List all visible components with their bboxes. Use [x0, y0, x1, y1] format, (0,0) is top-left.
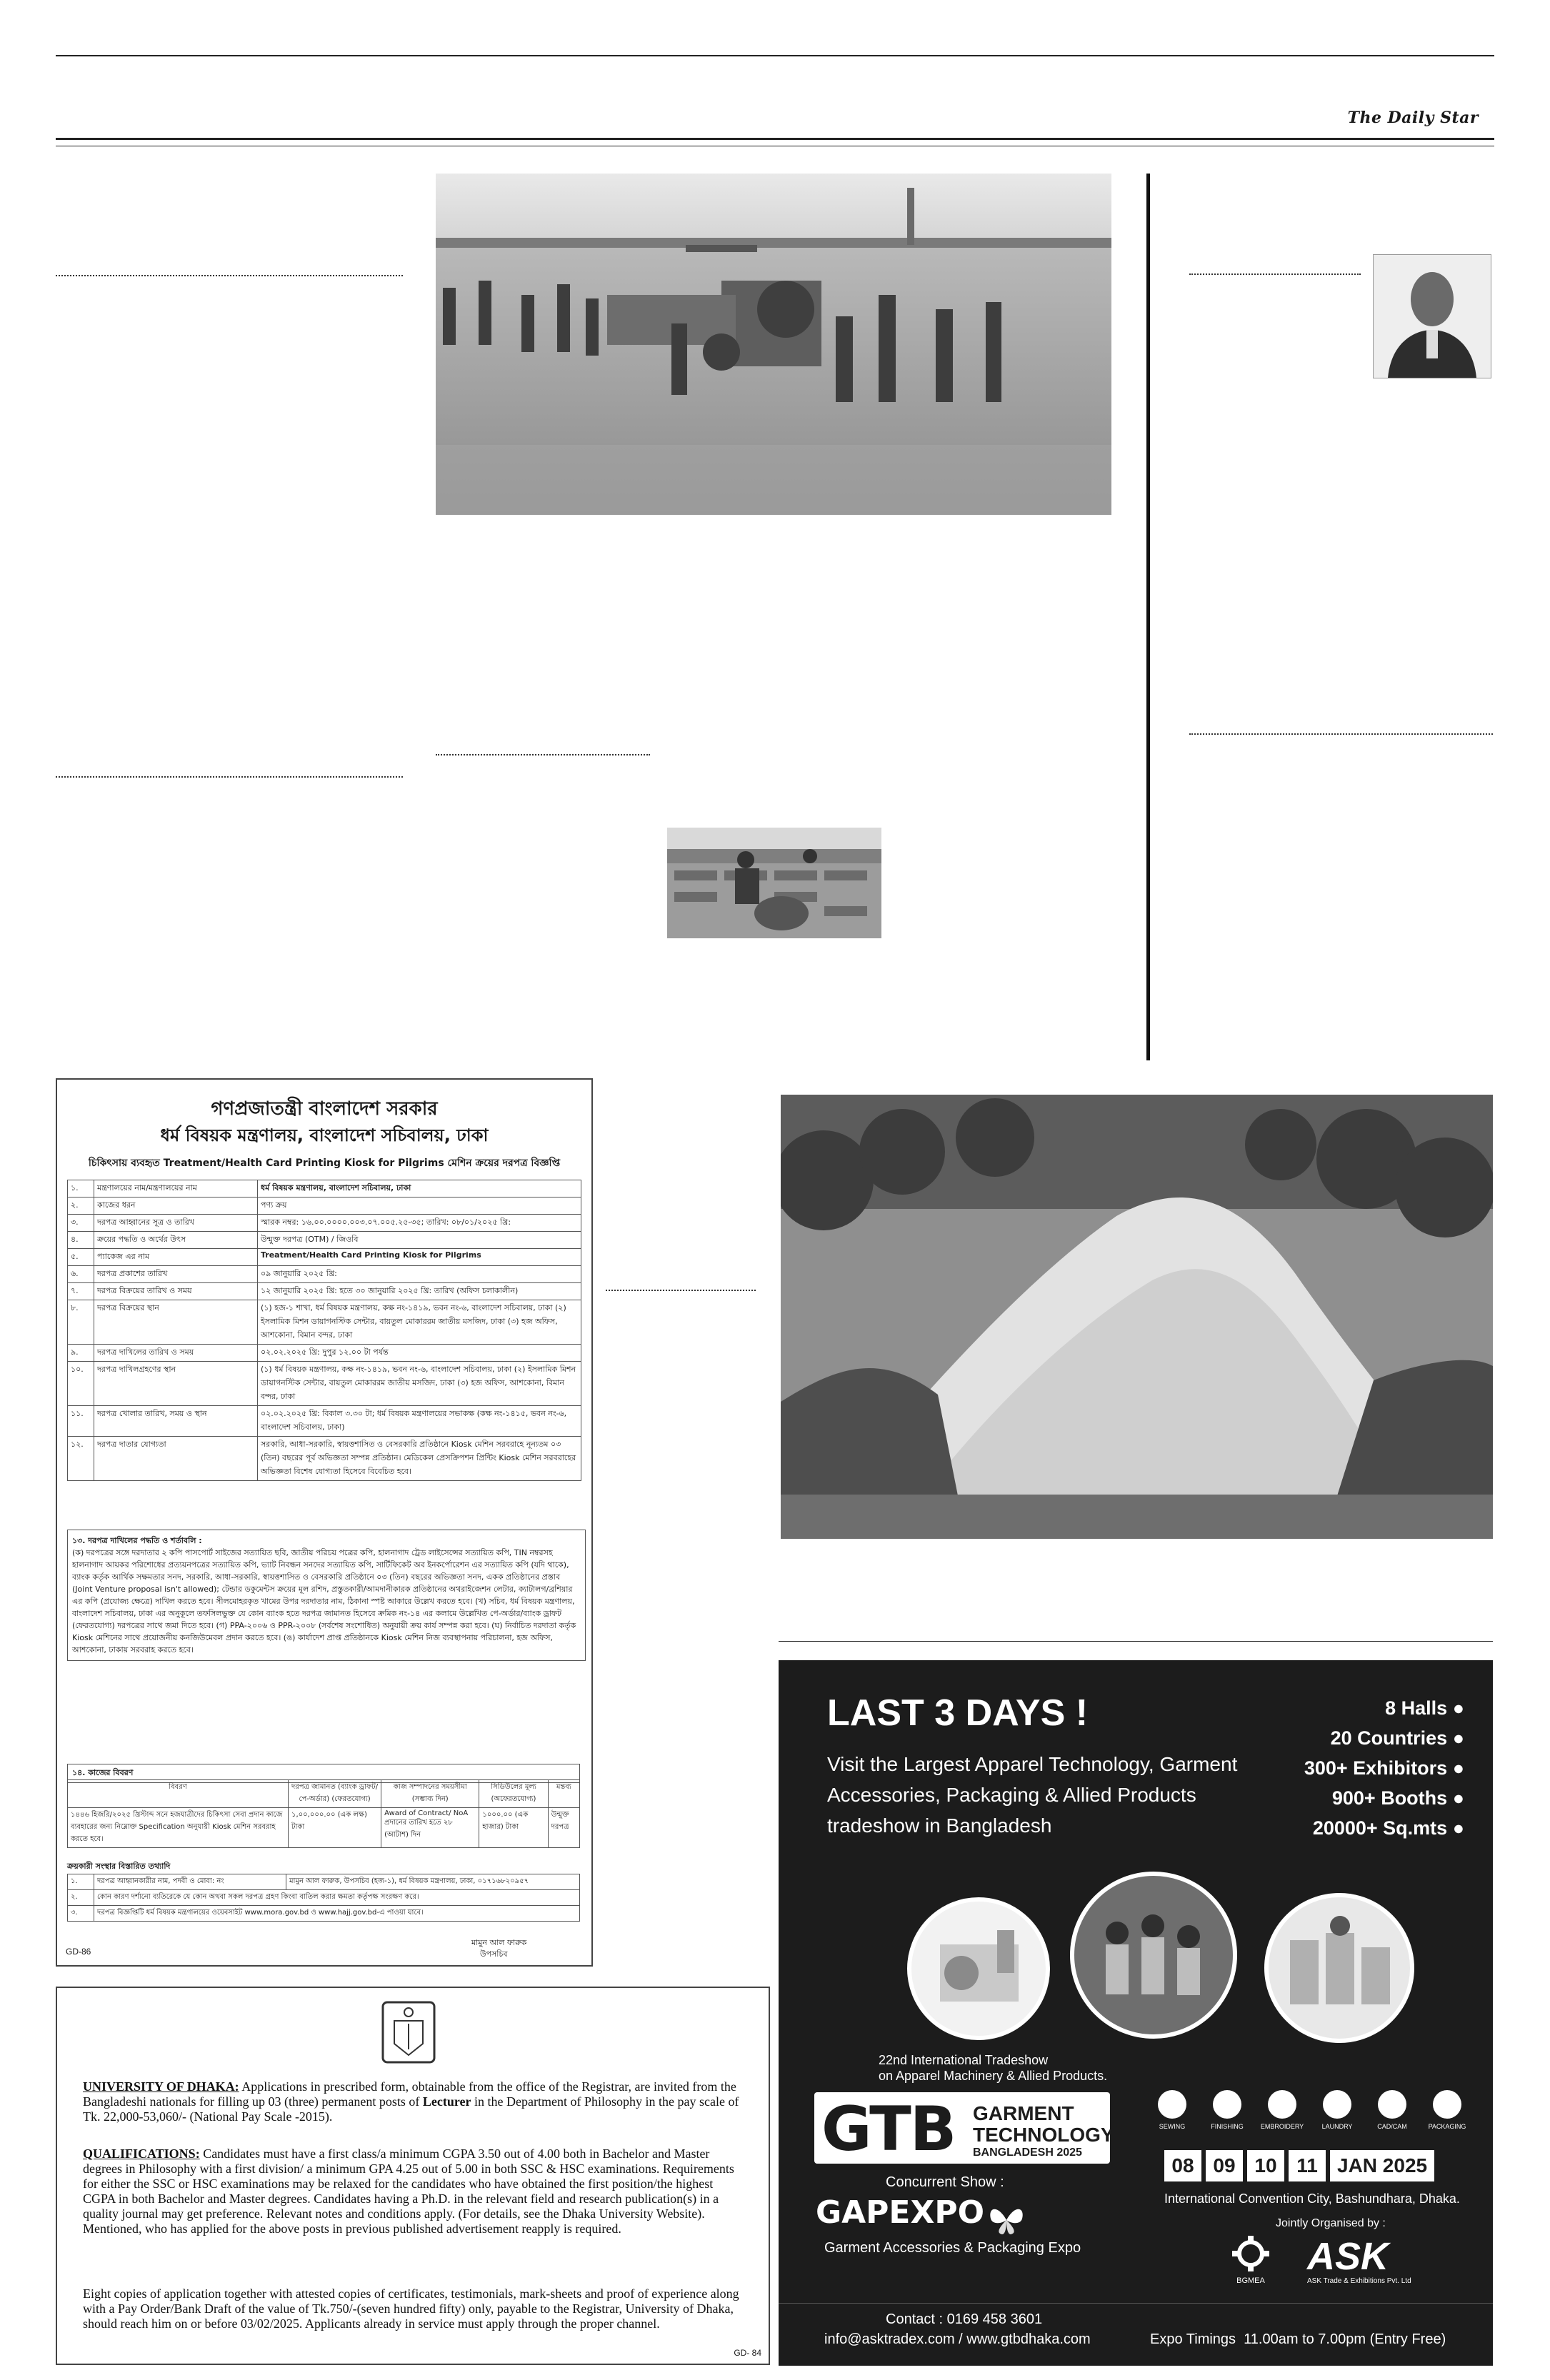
work-col-value: ১০০০.০০ (এক হাজার) টাকা: [479, 1808, 548, 1848]
row-label: মন্ত্রণালয়ের নাম/মন্ত্রণালয়ের নাম: [94, 1180, 258, 1197]
agency-info-heading: ক্রয়কারী সংস্থার বিস্তারিত তথ্যাদি: [67, 1862, 171, 1871]
row-number: ১০.: [68, 1362, 94, 1406]
left-separator-2: [56, 776, 403, 778]
venue: International Convention City, Bashundhara, Dhaka.: [1164, 2191, 1460, 2206]
ad-stats: [1304, 1693, 1464, 1843]
row-number: ৮.: [68, 1300, 94, 1345]
row-label: দরপত্র আহ্বানের সূত্র ও তারিখ: [94, 1215, 258, 1232]
du-paragraph-2: QUALIFICATIONS: Candidates must have a first class/a minimum CGPA 3.50 out of 4.00 both in Bachelor and Master degrees in Philosophy with a first division/ a minimum GPA 4.25 out of 5.00 in both SSC & HSC examinations. Requirements for either the SSC or HSC examinations may be relaxed for the candidates who have obtained the first position/the highest CGPA in both Bachelor and Master degrees. Candidates having a Ph.D. in the relevant field and research publication(s) in a quality journal may get preference. Relevant notes and conditions apply. (For details, see the Dhaka University Website). Mentioned, who has applied for the above posts in previous published advertisement reapply is required.: [83, 2146, 734, 2236]
notice-heading-1: গণপ্রজাতন্ত্রী বাংলাদেশ সরকার: [211, 1098, 438, 1120]
row-number: ৪.: [68, 1232, 94, 1249]
ad-headline: LAST 3 DAYS !: [827, 1692, 1089, 1734]
tender-row: [68, 1406, 581, 1437]
left-separator-1: [56, 275, 403, 276]
ask-text: ASK: [1307, 2235, 1389, 2278]
category-item: [1312, 2090, 1362, 2130]
tender-row: [68, 1437, 581, 1481]
work-col-value: ১৪৪৬ হিজরি/২০২৫ খ্রিস্টাব্দ সনে হজযাত্রীদের চিকিৎসা সেবা প্রদান কাজে ব্যবহারের জন্য নিম্নোক্ত Specification অনুযায়ী Kiosk মেশিন সরবরাহ করতে হবে।: [68, 1808, 289, 1848]
photo-field-workers: [436, 174, 1111, 515]
tradeshow-line-1: 22nd International Tradeshow: [879, 2053, 1049, 2067]
ad-circle-photo-3: [1264, 1893, 1414, 2043]
organised-by: Jointly Organised by :: [1276, 2217, 1386, 2229]
row-label: দরপত্র দাখিলের তারিখ ও সময়: [94, 1345, 258, 1362]
date-month-year: JAN 2025: [1330, 2150, 1434, 2181]
du-notice: [56, 1987, 770, 2365]
category-label: EMBROIDERY: [1260, 2123, 1304, 2130]
notice-heading-3: চিকিৎসায় ব্যবহৃত Treatment/Health Card Printing Kiosk for Pilgrims মেশিন ক্রয়ের দরপত্র বিজ্ঞপ্তি: [88, 1158, 561, 1169]
date-box: 11: [1289, 2150, 1326, 2181]
row-number: ৭.: [68, 1283, 94, 1300]
event-dates: [1164, 2150, 1434, 2181]
row-number: ৬.: [68, 1266, 94, 1283]
ad-circle-photo-2: [1070, 1872, 1237, 2039]
gtb-logo-line-3: BANGLADESH 2025: [973, 2146, 1082, 2159]
row-value: ধর্ম বিষয়ক মন্ত্রণালয়, বাংলাদেশ সচিবালয়, ঢাকা: [258, 1180, 581, 1197]
masthead-logo: The Daily Star: [1347, 109, 1479, 127]
ad-contact: Contact : 0169 458 3601: [886, 2311, 1043, 2327]
row-number: ৫.: [68, 1249, 94, 1266]
row-label: ক্রয়ের পদ্ধতি ও অর্থের উৎস: [94, 1232, 258, 1249]
row-value: ০৯ জানুয়ারি ২০২৫ খ্রি:: [258, 1266, 581, 1283]
ad-circle-photo-1: [907, 1897, 1050, 2040]
row-number: ২.: [68, 1197, 94, 1215]
tender-row: [68, 1249, 581, 1266]
row-label: প্যাকেজ এর নাম: [94, 1249, 258, 1266]
tradeshow-line-2: on Apparel Machinery & Allied Products.: [879, 2069, 1108, 2083]
ad-top-rule: [779, 1641, 1493, 1642]
ask-logo: [1307, 2236, 1450, 2293]
row-label: দরপত্র প্রকাশের তারিখ: [94, 1266, 258, 1283]
category-label: FINISHING: [1211, 2123, 1244, 2130]
tender-row: [68, 1197, 581, 1215]
work-col-header: কাজ সম্পাদনের সময়সীমা (সম্ভাব্য দিন): [381, 1780, 479, 1808]
work-col-value: উন্মুক্ত দরপত্র: [548, 1808, 579, 1848]
category-item: [1367, 2090, 1417, 2130]
bullet-icon: ●: [1447, 1787, 1464, 1809]
tender-row: [68, 1180, 581, 1197]
ad-stat: 20 Countries ●: [1330, 1727, 1464, 1749]
date-box: 09: [1206, 2150, 1243, 2181]
category-label: LAUNDRY: [1321, 2123, 1353, 2130]
category-item: [1202, 2090, 1252, 2130]
concurrent-label: Concurrent Show :: [886, 2174, 1004, 2190]
ad-stat: 900+ Booths ●: [1331, 1787, 1464, 1809]
ad-web: info@asktradex.com / www.gtbdhaka.com: [824, 2331, 1091, 2347]
gear-icon: [1229, 2234, 1272, 2273]
date-box: 10: [1247, 2150, 1284, 2181]
row-value: Treatment/Health Card Printing Kiosk for Pilgrims: [258, 1249, 581, 1266]
work-col-value: Award of Contract/ NoA প্রদানের তারিখ হতে ২৮ (আটাশ) দিন: [381, 1808, 479, 1848]
row-number: ৩.: [68, 1906, 94, 1922]
row-value: সরকারি, আধা-সরকারি, স্বায়ত্তশাসিত ও বেসরকারি প্রতিষ্ঠানে Kiosk মেশিন সরবরাহে নূন্যতম ০৩ (তিন) বছরের পূর্ব অভিজ্ঞতা সম্পন্ন প্রতিষ্ঠান। মেডিকেল প্রেসক্রিপশন প্রিন্টিং Kiosk মেশিন সরবরাহের অভিজ্ঞতা বিশেষ যোগ্যতা হিসেবে বিবেচিত হবে।: [258, 1437, 581, 1481]
category-icons: [1147, 2090, 1476, 2140]
mid-separator: [606, 1290, 756, 1291]
gtb-logo: [814, 2092, 1114, 2165]
row-number: ১.: [68, 1180, 94, 1197]
work-col-value: ১,০০,০০০.০০ (এক লক্ষ) টাকা: [289, 1808, 381, 1848]
tender-row: [68, 1345, 581, 1362]
tender-row: [68, 1232, 581, 1249]
conditions-block: [67, 1530, 586, 1661]
category-label: SEWING: [1159, 2123, 1186, 2130]
work-description-heading: ১৪. কাজের বিবরণ: [67, 1764, 580, 1783]
row-value: উন্মুক্ত দরপত্র (OTM) / জিওবি: [258, 1232, 581, 1249]
row-number: ৩.: [68, 1215, 94, 1232]
top-rule: [56, 55, 1494, 56]
agency-row: [68, 1906, 580, 1922]
row-label: কাজের ধরন: [94, 1197, 258, 1215]
du-lead-1: UNIVERSITY OF DHAKA:: [83, 2079, 239, 2094]
row-label: দরপত্র খোলার তারিখ, সময় ও স্থান: [94, 1406, 258, 1437]
category-label: CAD/CAM: [1377, 2123, 1407, 2130]
work-description-table: [67, 1779, 580, 1848]
gtb-logo-line-1: GARMENT: [973, 2102, 1074, 2124]
row-value: স্মারক নম্বর: ১৬.০০.০০০০.০০৩.০৭.০০৫.২৫-৩৫; তারিখ: ০৮/০১/২০২৫ খ্রি:: [258, 1215, 581, 1232]
bullet-icon: ●: [1447, 1817, 1464, 1839]
row-number: ১২.: [68, 1437, 94, 1481]
gtb-logo-letters: GTB: [821, 2094, 956, 2165]
du-gd-code: GD- 84: [734, 2348, 761, 2358]
du-post-lecturer: Lecturer: [422, 2094, 471, 2109]
tender-row: [68, 1300, 581, 1345]
ad-stat: 20000+ Sq.mts ●: [1312, 1817, 1464, 1839]
right-separator-2: [1189, 733, 1493, 735]
tender-row: [68, 1362, 581, 1406]
ad-intro: Visit the Largest Apparel Technology, Garment Accessories, Packaging & Allied Products tradeshow in Bangladesh: [827, 1753, 1238, 1837]
bullet-icon: ●: [1447, 1727, 1464, 1749]
row-label: দরপত্র দাখিলগ্রহণের স্থান: [94, 1362, 258, 1406]
bgmea-text: BGMEA: [1236, 2276, 1265, 2285]
signatory-title: উপসচিব: [480, 1949, 508, 1959]
category-icon: [1268, 2090, 1296, 2119]
du-paragraph-1: UNIVERSITY OF DHAKA: Applications in prescribed form, obtainable from the office of the Registrar, are invited from the Bangladeshi nationals for filling up 03 (three) permanent posts of Lecturer in the Department of Philosophy in the pay scale of Tk. 22,000-53,060/- (National Pay Scale -2015).: [83, 2079, 739, 2124]
gapexpo-subtitle: Garment Accessories & Packaging Expo: [824, 2240, 1081, 2256]
category-icon: [1323, 2090, 1351, 2119]
gd-code: GD-86: [66, 1947, 91, 1957]
center-separator: [436, 754, 650, 755]
gov-tender-notice: [56, 1078, 593, 1967]
tender-row: [68, 1215, 581, 1232]
date-box: 08: [1164, 2150, 1201, 2181]
agency-info-table: [67, 1874, 580, 1922]
photo-brick-workers: [667, 828, 881, 938]
row-label: দরপত্র বিক্রয়ের স্থান: [94, 1300, 258, 1345]
row-number: ১.: [68, 1874, 94, 1890]
du-paragraph-3: Eight copies of application together with attested copies of certificates, testimonials, mark-sheets and proof of experience along with a Pay Order/Bank Draft of the value of Tk.750/-(seven hundred fifty) only, payable to the Registrar, University of Dhaka, should reach him on or before 03/02/2025. Applicants already in service must apply through the proper channel.: [83, 2286, 739, 2331]
bgmea-logo: [1219, 2234, 1283, 2291]
row-value: ০২.০২.২০২৫ খ্রি: দুপুর ১২.০০ টা পর্যন্ত: [258, 1345, 581, 1362]
conditions-text: (ক) দরপত্রের সঙ্গে দরদাতার ২ কপি পাসপোর্ট সাইজের সত্যায়িত ছবি, জাতীয় পরিচয় পত্রের কপি, হালনাগাদ ট্রেড লাইসেন্সের সত্যায়িত কপি, TIN নম্বরসহ হালনাগাদ আয়কর পরিশোধের প্রত্যয়নপত্রের সত্যায়িত কপি, ভ্যাট নিবন্ধন সনদের সত্যায়িত কপি, সার্টিফিকেট অব ইনকর্পোরেশন এর সত্যায়িত কপি (যদি থাকে), ব্যাংক কর্তৃক আর্থিক সক্ষমতার সনদ, সরকারি, আধা-সরকারি, স্বায়ত্তশাসিত ও বেসরকারি প্রতিষ্ঠানে ০৩ (তিন) বছরের অভিজ্ঞতা সনদ, একক প্রতিষ্ঠানের প্রস্তাব (Joint Venture proposal isn't allowed); টেন্ডার ডকুমেন্টস ক্রয়ের মূল রশিদ, প্রস্তুতকারী/আমদানীকারক প্রতিষ্ঠানের অথরাইজেশন লেটার, ক্যাটালগ/ব্রশিয়ার এর কপি (প্রযোজ্য ক্ষেত্রে) দাখিল করতে হবে। সীলমোহরকৃত খামের উপর দরদাতার নাম, ঠিকানা স্পষ্ট আকারে উল্লেখ করতে হবে। (খ) সচিব, ধর্ম বিষয়ক মন্ত্রণালয়, বাংলাদেশ সচিবালয়, ঢাকা এর অনুকূলে তফসিলভুক্ত যে কোন ব্যাংক হতে দরপত্র জামানত হিসেবে ক্রমিক নং-১৪ এর কলামে উল্লেখিত পে-অর্ডার/ব্যাংক ড্রাফট (ফেরতযোগ্য) দরপত্রের সাথে জমা দিতে হবে। (গ) PPA-২০০৬ ও PPR-২০০৮ (সর্বশেষ সংশোধিত) অনুযায়ী ক্রয় কার্য সম্পন্ন করা হবে। (ঘ) নির্বাচিত দরদাতা কর্তৃক Kiosk মেশিনের সাথে প্রয়োজনীয় কনজিউমেবল প্রদান করতে হবে। (ঙ) কার্যাদেশ প্রাপ্ত প্রতিষ্ঠানকে Kiosk মেশিন নিজ ব্যবস্থাপনায় পরিচালনা, হজ অফিস, আশকোনা, ঢাকায় সরবরাহ করতে হবে।: [72, 1548, 576, 1655]
work-col-header: বিবরণ: [68, 1780, 289, 1808]
category-icon: [1378, 2090, 1406, 2119]
row-number: ৯.: [68, 1345, 94, 1362]
row-value: ০২.০২.২০২৫ খ্রি: বিকাল ৩.৩০ টা; ধর্ম বিষয়ক মন্ত্রণালয়ের সভাকক্ষ (কক্ষ নং-১৪১৫, ভবন নং-৬, বাংলাদেশ সচিবালয়, ঢাকা): [258, 1406, 581, 1437]
bullet-icon: ●: [1447, 1757, 1464, 1779]
agency-row: [68, 1874, 580, 1890]
bullet-icon: ●: [1447, 1697, 1464, 1719]
row-number: ১১.: [68, 1406, 94, 1437]
column-divider-bar: [1146, 174, 1150, 1060]
row-number: ২.: [68, 1890, 94, 1906]
category-icon: [1158, 2090, 1186, 2119]
row-value: (১) হজ-১ শাখা, ধর্ম বিষয়ক মন্ত্রণালয়, কক্ষ নং-১৪১৯, ভবন নং-৬, বাংলাদেশ সচিবালয়, ঢাকা (২) ইসলামিক মিশন ডায়াগনস্টিক সেন্টার, বায়তুল মোকাররম জাতীয় মসজিদ, ঢাকা (৩) হজ অফিস, আশকোনা, বিমান বন্দর, ঢাকা: [258, 1300, 581, 1345]
row-text: কোন কারণ দর্শানো ব্যতিরেকে যে কোন অথবা সকল দরপত্র গ্রহণ কিংবা বাতিল করার ক্ষমতা কর্তৃপক্ষ সংরক্ষণ করে।: [94, 1890, 580, 1906]
ad-footer-rule: [779, 2303, 1493, 2304]
category-item: [1422, 2090, 1472, 2130]
work-col-header: দরপত্র জামানত (ব্যাংক ড্রাফট/ পে-অর্ডার) (ফেরতযোগ্য): [289, 1780, 381, 1808]
ask-subtitle: ASK Trade & Exhibitions Pvt. Ltd: [1307, 2277, 1411, 2285]
row-text: দরপত্র আহ্বানকারীর নাম, পদবী ও মোবা: নং: [94, 1874, 286, 1890]
category-label: PACKAGING: [1428, 2123, 1466, 2130]
tender-row: [68, 1266, 581, 1283]
right-separator-1: [1189, 273, 1361, 275]
category-icon: [1433, 2090, 1461, 2119]
agency-row: [68, 1890, 580, 1906]
notice-heading-2: ধর্ম বিষয়ক মন্ত্রণালয়, বাংলাদেশ সচিবালয়, ঢাকা: [160, 1125, 489, 1145]
signatory-name: মামুন আল ফারুক: [471, 1938, 527, 1947]
photo-hill-cutting: [781, 1095, 1493, 1539]
ad-stat: 300+ Exhibitors ●: [1304, 1757, 1464, 1779]
category-icon: [1213, 2090, 1241, 2119]
category-item: [1257, 2090, 1307, 2130]
row-value: পণ্য ক্রয়: [258, 1197, 581, 1215]
gapexpo-logo: [816, 2194, 1109, 2237]
ad-stat: 8 Halls ●: [1385, 1697, 1464, 1719]
ad-timings: Expo Timings 11.00am to 7.00pm (Entry Free): [1150, 2331, 1446, 2347]
columnist-photo: [1373, 254, 1491, 378]
gapexpo-text: GAPEXPO: [816, 2194, 985, 2231]
tender-row: [68, 1283, 581, 1300]
gtb-logo-line-2: TECHNOLOGY: [973, 2124, 1114, 2146]
conditions-heading: ১৩. দরপত্র দাখিলের পদ্ধতি ও শর্তাবলি :: [72, 1536, 202, 1545]
work-col-header: মন্তব্য: [548, 1780, 579, 1808]
row-value: ১২ জানুয়ারি ২০২৫ খ্রি: হতে ৩০ জানুয়ারি ২০২৫ খ্রি: তারিখ (অফিস চলাকালীন): [258, 1283, 581, 1300]
du-crest: [380, 1999, 437, 2065]
category-item: [1147, 2090, 1197, 2130]
butterfly-icon: [988, 2204, 1025, 2236]
work-col-header: সিডিউলের মূল্য (অফেরতযোগ্য): [479, 1780, 548, 1808]
row-value: (১) ধর্ম বিষয়ক মন্ত্রণালয়, কক্ষ নং-১৪১৯, ভবন নং-৬, বাংলাদেশ সচিবালয়, ঢাকা (২) ইসলামিক মিশন ডায়াগনস্টিক সেন্টার, বায়তুল মোকাররম জাতীয় মসজিদ, ঢাকা (৩) হজ অফিস, আশকোনা, বিমান বন্দর, ঢাকা: [258, 1362, 581, 1406]
row-text: মামুন আল ফারুক, উপসচিব (হজ-১), ধর্ম বিষয়ক মন্ত্রণালয়, ঢাকা, ০১৭১৬৮২০৯৫৭: [286, 1874, 580, 1890]
du-lead-2: QUALIFICATIONS:: [83, 2146, 200, 2161]
row-text: দরপত্র বিজ্ঞপ্তিটি ধর্ম বিষয়ক মন্ত্রণালয়ের ওয়েবসাইট www.mora.gov.bd ও www.hajj.gov.bd-এ পাওয়া যাবে।: [94, 1906, 580, 1922]
gtb-tradeshow-ad: [779, 1660, 1493, 2366]
row-label: দরপত্র দাতার যোগ্যতা: [94, 1437, 258, 1481]
tender-details-table: [67, 1180, 581, 1481]
row-label: দরপত্র বিক্রয়ের তারিখ ও সময়: [94, 1283, 258, 1300]
header-rule-thick: [56, 138, 1494, 140]
